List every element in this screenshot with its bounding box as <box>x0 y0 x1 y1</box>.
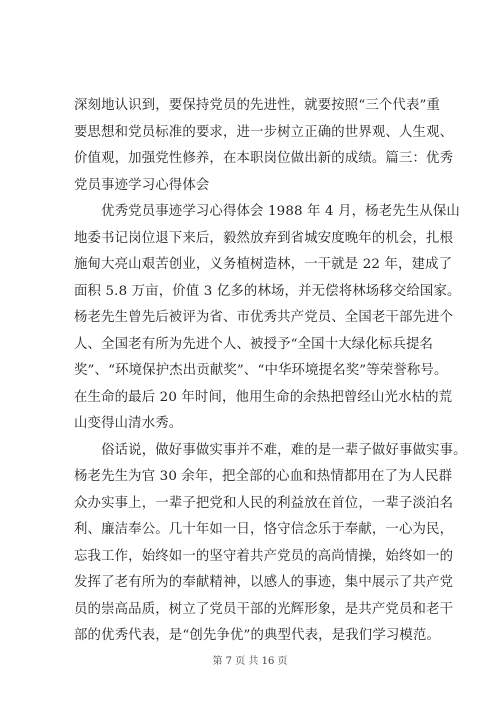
text-line: 发挥了老有所为的奉献精神，以感人的事迹，集中展示了共产党 <box>74 575 454 590</box>
text-line: 忘我工作，始终如一的坚守着共产党员的高尚情操，始终如一的 <box>74 548 454 564</box>
page-number-footer: 第 7 页 共 16 页 <box>212 656 288 667</box>
text-line: 奖”、“环境保护杰出贡献奖”、“中华环境提名奖”等荣誉称号。 <box>74 363 448 378</box>
text-line: 党员事迹学习心得体会 <box>74 177 210 193</box>
document-body <box>74 93 467 650</box>
text-line: 面积 5.8 万亩，价值 3 亿多的林场，并无偿将林场移交给国家。 <box>74 283 461 299</box>
text-line: 要思想和党员标准的要求，进一步树立正确的世界观、人生观、 <box>74 124 454 140</box>
text-line: 施甸大亮山艰苦创业，义务植树造林，一干就是 22 年，建成了 <box>74 257 453 272</box>
text-line: 利、廉洁奉公。几十年如一日，恪守信念乐于奉献，一心为民， <box>74 522 454 537</box>
text-line: 杨老先生曾先后被评为省、市优秀共产党员、全国老干部先进个 <box>74 310 454 325</box>
text-line: 深刻地认识到，要保持党员的先进性，就要按照“三个代表”重 <box>74 98 441 113</box>
text-line: 价值观，加强党性修养，在本职岗位做出新的成绩。篇三：优秀 <box>74 151 454 166</box>
text-line: 人、全国老有所为先进个人、被授予“全国十大绿化标兵提名 <box>74 336 434 352</box>
text-line: 地委书记岗位退下来后，毅然放弃到省城安度晚年的机会，扎根 <box>74 230 454 246</box>
text-line: 山变得山清水秀。 <box>74 416 183 431</box>
text-line: 员的崇高品质，树立了党员干部的光辉形象，是共产党员和老干 <box>74 601 454 617</box>
text-line: 部的优秀代表，是“创先争优”的典型代表，是我们学习模范。 <box>74 628 441 643</box>
text-line: 俗话说，做好事做实事并不难，难的是一辈子做好事做实事。 <box>74 442 467 458</box>
text-line: 在生命的最后 20 年时间，他用生命的余热把曾经山光水枯的荒 <box>74 389 453 405</box>
text-line: 优秀党员事迹学习心得体会 1988 年 4 月，杨老先生从保山 <box>74 204 460 219</box>
text-line: 杨老先生为官 30 余年，把全部的心血和热情都用在了为人民群 <box>74 469 453 484</box>
text-line: 众办实事上，一辈子把党和人民的利益放在首位，一辈子淡泊名 <box>74 495 454 511</box>
